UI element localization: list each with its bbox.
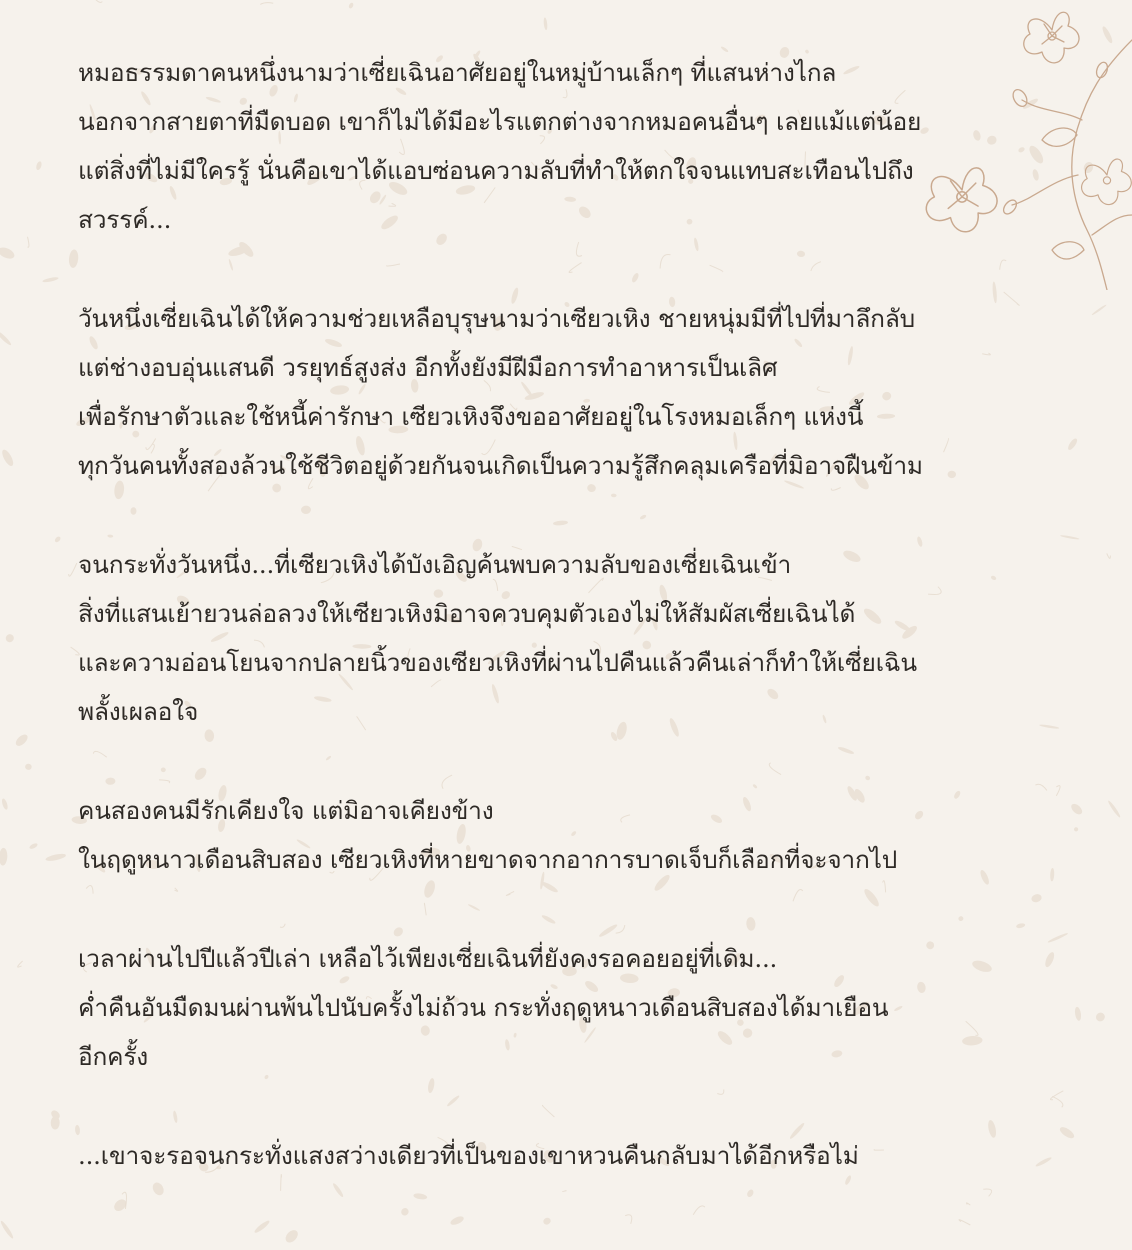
text-line: อีกครั้ง xyxy=(78,1042,149,1071)
story-synopsis xyxy=(78,48,1038,1230)
text-line: ในฤดูหนาวเดือนสิบสอง เซียวเหิงที่หายขาดจากอาการบาดเจ็บก็เลือกที่จะจากไป xyxy=(78,845,898,874)
text-line: เพื่อรักษาตัวและใช้หนี้ค่ารักษา เซียวเหิงจึงขออาศัยอยู่ในโรงหมอเล็กๆ แห่งนี้ xyxy=(78,402,864,431)
text-line: แต่ช่างอบอุ่นแสนดี วรยุทธ์สูงส่ง อีกทั้งยังมีฝีมือการทำอาหารเป็นเลิศ xyxy=(78,353,778,382)
paragraph-4 xyxy=(78,786,1038,884)
paragraph-2 xyxy=(78,294,1038,490)
text-line: สิ่งที่แสนเย้ายวนล่อลวงให้เซียวเหิงมิอาจควบคุมตัวเองไม่ให้สัมผัสเซี่ยเฉินได้ xyxy=(78,599,856,628)
paragraph-6 xyxy=(78,1131,1038,1180)
text-line: วันหนึ่งเซี่ยเฉินได้ให้ความช่วยเหลือบุรุษนามว่าเซียวเหิง ชายหนุ่มมีที่ไปที่มาลึกลับ xyxy=(78,304,915,333)
text-line: ค่ำคืนอันมืดมนผ่านพ้นไปนับครั้งไม่ถ้วน กระทั่งฤดูหนาวเดือนสิบสองได้มาเยือน xyxy=(78,993,889,1022)
text-line: นอกจากสายตาที่มืดบอด เขาก็ไม่ได้มีอะไรแตกต่างจากหมอคนอื่นๆ เลยแม้แต่น้อย xyxy=(78,107,922,136)
text-line: จนกระทั่งวันหนึ่ง...ที่เซียวเหิงได้บังเอิญค้นพบความลับของเซี่ยเฉินเข้า xyxy=(78,550,792,579)
text-line: คนสองคนมีรักเคียงใจ แต่มิอาจเคียงข้าง xyxy=(78,796,494,825)
paragraph-3 xyxy=(78,540,1038,736)
text-line: สวรรค์... xyxy=(78,205,172,234)
text-line: และความอ่อนโยนจากปลายนิ้วของเซียวเหิงที่ผ่านไปคืนแล้วคืนเล่าก็ทำให้เซี่ยเฉิน xyxy=(78,648,917,677)
paragraph-5 xyxy=(78,934,1038,1081)
text-line: ...เขาจะรอจนกระทั่งแสงสว่างเดียวที่เป็นของเขาหวนคืนกลับมาได้อีกหรือไม่ xyxy=(78,1141,859,1170)
text-line: แต่สิ่งที่ไม่มีใครรู้ นั่นคือเขาได้แอบซ่อนความลับที่ทำให้ตกใจจนแทบสะเทือนไปถึง xyxy=(78,156,914,185)
paragraph-1 xyxy=(78,48,1038,244)
text-line: เวลาผ่านไปปีแล้วปีเล่า เหลือไว้เพียงเซี่ยเฉินที่ยังคงรอคอยอยู่ที่เดิม... xyxy=(78,944,778,973)
text-line: ทุกวันคนทั้งสองล้วนใช้ชีวิตอยู่ด้วยกันจนเกิดเป็นความรู้สึกคลุมเครือที่มิอาจฝืนข้าม xyxy=(78,451,923,480)
text-line: พลั้งเผลอใจ xyxy=(78,697,199,726)
text-line: หมอธรรมดาคนหนึ่งนามว่าเซี่ยเฉินอาศัยอยู่ในหมู่บ้านเล็กๆ ที่แสนห่างไกล xyxy=(78,58,837,87)
